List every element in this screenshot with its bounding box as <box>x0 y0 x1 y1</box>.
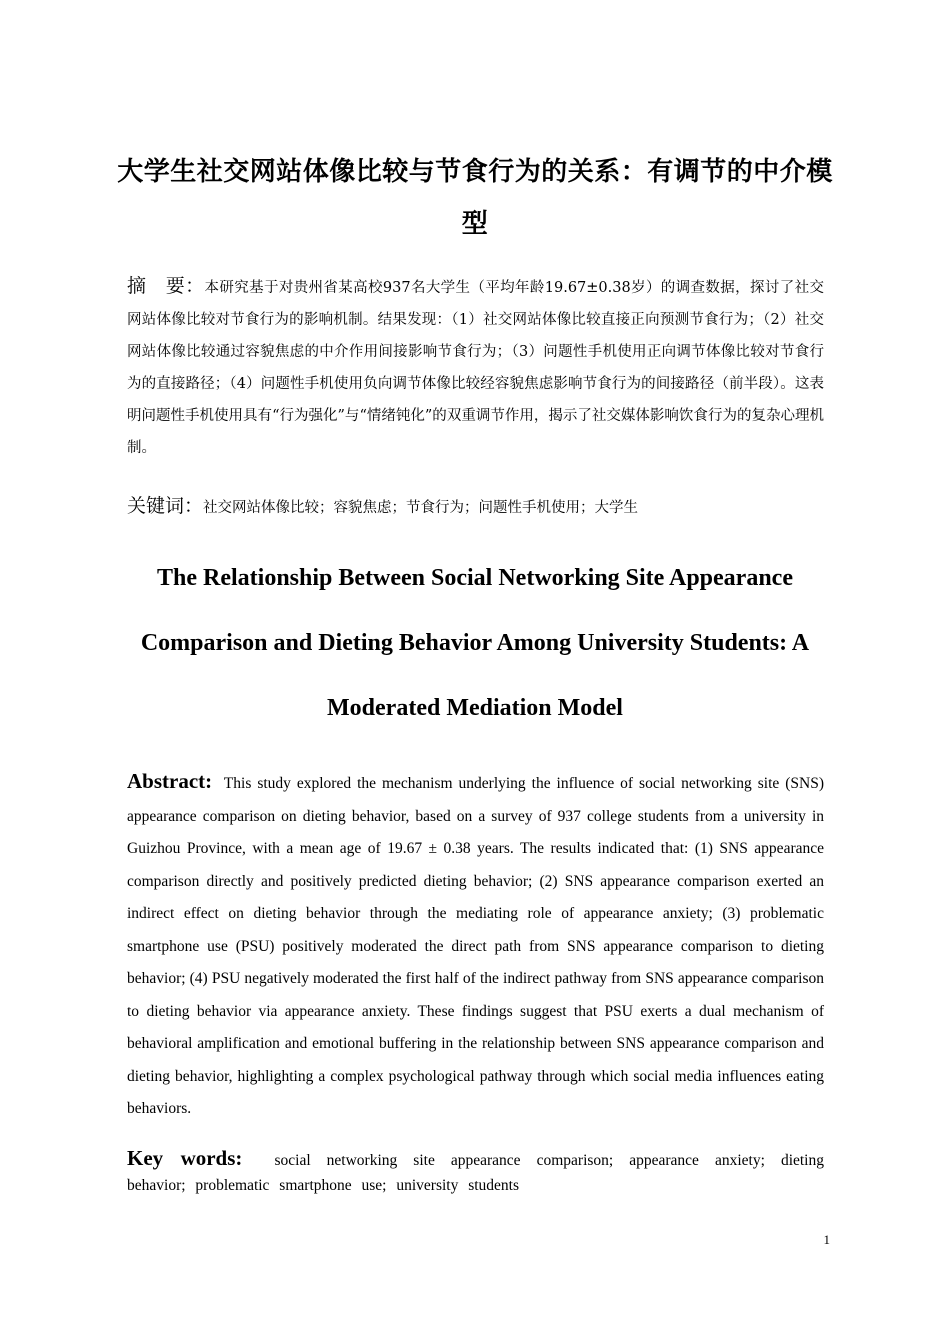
page-number: 1 <box>823 1232 830 1247</box>
english-keywords-label: Key words: <box>127 1146 243 1170</box>
chinese-keywords <box>127 490 824 524</box>
chinese-abstract-label: 摘 要： <box>127 275 205 297</box>
english-abstract <box>127 765 824 1126</box>
english-abstract-label: Abstract: <box>127 769 213 793</box>
chinese-abstract-text: 本研究基于对贵州省某高校937名大学生（平均年龄19.67±0.38岁）的调查数据，探讨了社交网站体像比较对节食行为的影响机制。结果发现：（1）社交网站体像比较直接正向预测节食行为；（2）社交网站体像比较通过容貌焦虑的中介作用间接影响节食行为；（3）问题性手机使用正向调节体像比较对节食行为的直接路径；（4）问题性手机使用负向调节体像比较经容貌焦虑影响节食行为的间接路径（前半段）。这表明问题性手机使用具有“行为强化”与“情绪钝化”的双重调节作用，揭示了社交媒体影响饮食行为的复杂心理机制。 <box>127 280 824 456</box>
chinese-keywords-text: 社交网站体像比较；容貌焦虑；节食行为；问题性手机使用；大学生 <box>203 500 639 516</box>
english-abstract-text: This study explored the mechanism underlying the influence of social networking site (SNS) appearance comparison on dieting behavior, based on a survey of 937 college students from a university in Guizhou Province, with a mean age of 19.67 ± 0.38 years. The results indicated that: (1) SNS appearance comparison directly and positively predicted dieting behavior; (2) SNS appearance comparison exerted an indirect effect on dieting behavior through the mediating role of appearance anxiety; (3) problematic smartphone use (PSU) positively moderated the direct path from SNS appearance comparison to dieting behavior; (4) PSU negatively moderated the first half of the indirect pathway from SNS appearance comparison to dieting behavior via appearance anxiety. These findings suggest that PSU exerts a dual mechanism of behavioral amplification and emotional buffering in the relationship between SNS appearance comparison and dieting behavior, highlighting a complex psychological pathway through which social media influences eating behaviors. <box>127 775 824 1117</box>
chinese-abstract <box>127 270 824 464</box>
chinese-keywords-label: 关键词： <box>127 495 204 517</box>
english-keywords-text: social networking site appearance comparison; appearance anxiety; dieting behavior; problematic smartphone use; university students <box>127 1152 824 1194</box>
chinese-title: 大学生社交网站体像比较与节食行为的关系：有调节的中介模型 <box>117 157 833 239</box>
english-keywords <box>127 1146 824 1198</box>
english-title: The Relationship Between Social Networking Site Appearance Comparison and Dieting Behavior Among University Students: A Moderated Mediation Model <box>140 565 810 721</box>
